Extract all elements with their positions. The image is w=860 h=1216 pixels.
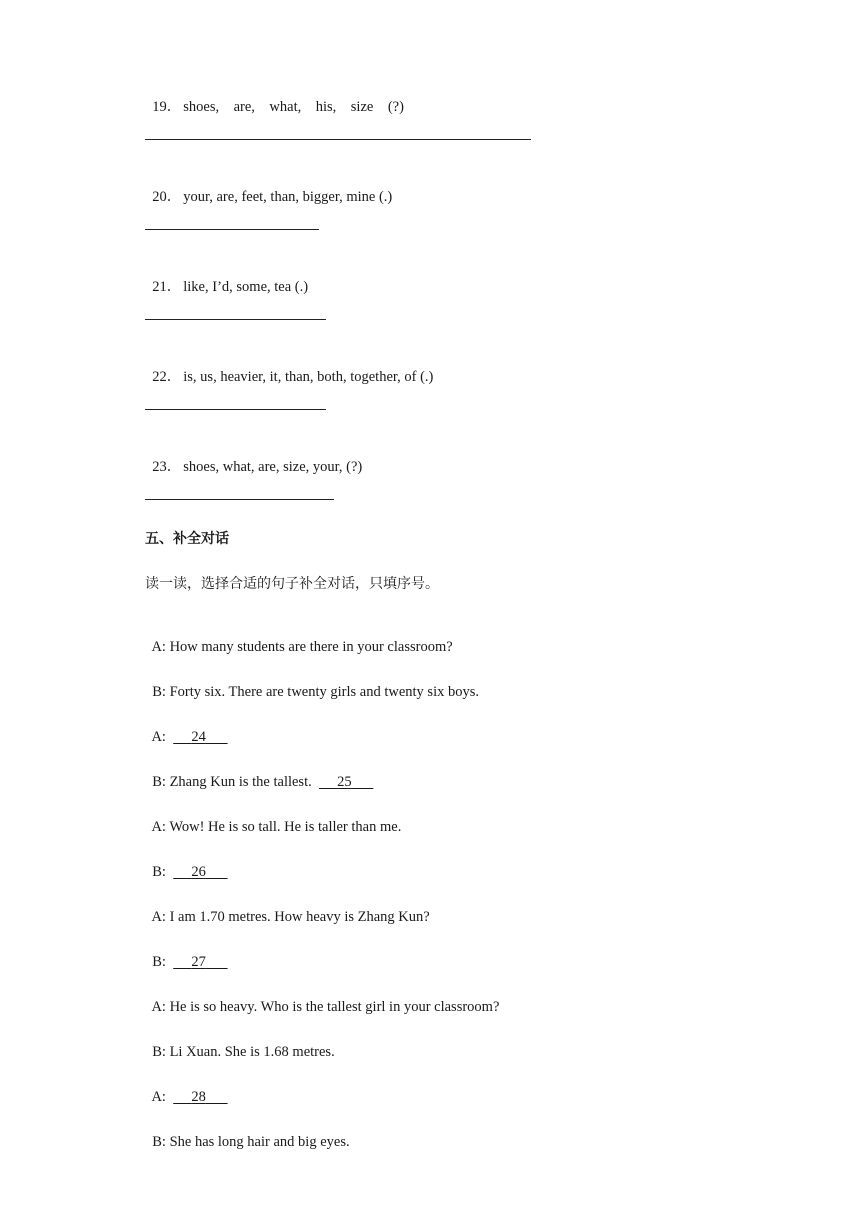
answer-line-19[interactable]: [145, 139, 531, 140]
section-instruction: 读一读，选择合适的句子补全对话，只填序号。: [145, 576, 439, 592]
dialogue-line: [145, 935, 228, 971]
section-heading: 五、补全对话: [145, 531, 229, 547]
dialogue-line: [145, 890, 430, 926]
blank-number: 27: [191, 954, 206, 970]
dialogue-line: [145, 710, 228, 746]
dialogue-line: [145, 755, 373, 791]
dialogue-line: [145, 1025, 335, 1061]
speaker: B:: [152, 954, 166, 970]
answer-blank-28[interactable]: [173, 1088, 227, 1106]
blank-number: 24: [191, 729, 206, 745]
question-number: 20．: [152, 189, 182, 205]
dialogue-line: [145, 665, 479, 701]
dialogue-text: How many students are there in your classroom?: [169, 639, 453, 655]
dialogue-text: She has long hair and big eyes.: [169, 1134, 350, 1150]
question-23: [145, 440, 362, 476]
answer-blank-27[interactable]: [173, 953, 227, 971]
question-20: [145, 170, 392, 206]
answer-blank-25[interactable]: [319, 773, 373, 791]
dialogue-line: [145, 1070, 228, 1106]
dialogue-line: [145, 620, 453, 656]
speaker: A:: [151, 819, 166, 835]
speaker: A:: [151, 639, 166, 655]
answer-line-22[interactable]: [145, 409, 326, 410]
question-words: like, I’d, some, tea (.): [183, 279, 309, 295]
answer-line-21[interactable]: [145, 319, 326, 320]
question-words: your, are, feet, than, bigger, mine (.): [183, 189, 393, 205]
speaker: A:: [151, 729, 166, 745]
blank-number: 26: [191, 864, 206, 880]
question-number: 23．: [152, 459, 182, 475]
speaker: B:: [152, 1134, 166, 1150]
blank-number: 28: [191, 1089, 206, 1105]
dialogue-text: Forty six. There are twenty girls and twenty six boys.: [169, 684, 479, 700]
speaker: B:: [152, 1044, 166, 1060]
speaker: B:: [152, 864, 166, 880]
dialogue-line: [145, 1115, 350, 1151]
question-words: shoes, are, what, his, size (?): [183, 99, 404, 115]
question-19: [145, 80, 404, 116]
blank-number: 25: [337, 774, 352, 790]
answer-blank-26[interactable]: [173, 863, 227, 881]
question-words: shoes, what, are, size, your, (?): [183, 459, 363, 475]
dialogue-text: Zhang Kun is the tallest.: [169, 774, 312, 790]
dialogue-line: [145, 800, 401, 836]
dialogue-text: I am 1.70 metres. How heavy is Zhang Kun?: [169, 909, 430, 925]
dialogue-text: He is so heavy. Who is the tallest girl in your classroom?: [169, 999, 500, 1015]
dialogue-line: [145, 845, 228, 881]
dialogue-text: Wow! He is so tall. He is taller than me.: [169, 819, 402, 835]
answer-line-23[interactable]: [145, 499, 334, 500]
question-number: 21．: [152, 279, 182, 295]
question-words: is, us, heavier, it, than, both, together, of (.): [183, 369, 434, 385]
question-22: [145, 350, 433, 386]
dialogue-text: Li Xuan. She is 1.68 metres.: [169, 1044, 335, 1060]
answer-line-20[interactable]: [145, 229, 319, 230]
question-number: 22．: [152, 369, 182, 385]
speaker: B:: [152, 774, 166, 790]
speaker: B:: [152, 684, 166, 700]
dialogue-line: [145, 980, 499, 1016]
question-21: [145, 260, 308, 296]
question-number: 19．: [152, 99, 182, 115]
speaker: A:: [151, 999, 166, 1015]
answer-blank-24[interactable]: [173, 728, 227, 746]
speaker: A:: [151, 909, 166, 925]
speaker: A:: [151, 1089, 166, 1105]
